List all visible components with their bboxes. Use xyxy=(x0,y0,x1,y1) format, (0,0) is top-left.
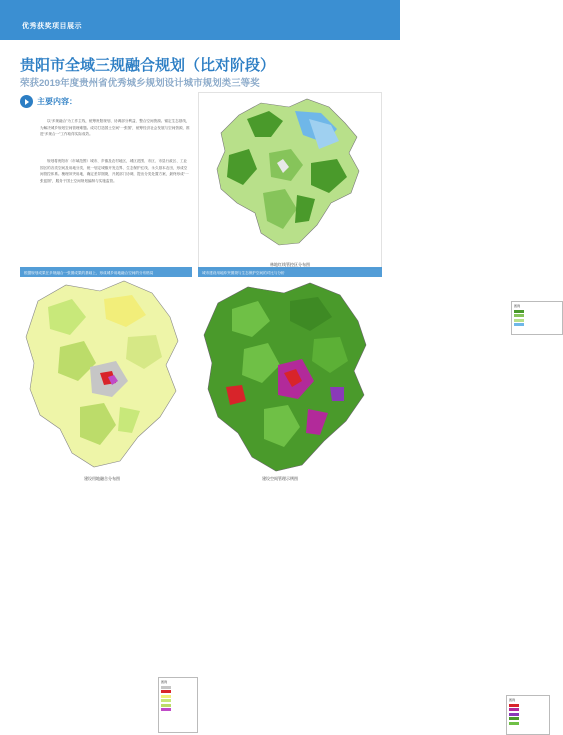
legend-swatch xyxy=(514,319,524,322)
space-management-legend xyxy=(506,695,550,735)
legend-swatch xyxy=(509,717,519,720)
space-management-caption: 建设空间管理示例图 xyxy=(262,476,298,481)
legend-swatch xyxy=(514,310,524,313)
section-heading xyxy=(20,95,77,108)
map3-banner: 城市建设用地冲突图斑与生态保护空间的对比与分析 xyxy=(198,267,382,280)
forest-map-legend xyxy=(511,301,563,335)
land-use-map xyxy=(20,277,192,684)
space-management-map xyxy=(198,277,516,702)
forest-map-caption: 林地红线管控区分布图 xyxy=(270,262,310,267)
header-label: 优秀获奖项目展示 xyxy=(22,23,82,30)
paragraph-1: 以“多规融合”为工作主线，统筹贵阳规划、协调部分利益、整合空间资源。锚定生态基线，为解决城乡规划空间管理难题。成功打造国土空间“一张图”，统筹经济社会发展与空间资源，推进“多规合一”工作取得实际成效。 xyxy=(40,119,190,137)
paragraph-2: 规划将贵阳市（市域范围）城市、乡镇及农村地区，城区范围、市区、市县行政区、工业园区的各类空间及用地分类，统一划定城镇开发边界、生态保护红线、永久基本农田，形成空间管控体系。梳理冲突用地，确定差异图斑，开展部门协调，提出分类处置方案，最终形成“一张蓝图”，服务于国土空间规划编制与实施监管。 xyxy=(40,159,189,183)
space-management-map-graphic xyxy=(198,277,382,483)
legend-swatch xyxy=(161,690,171,693)
legend-swatch xyxy=(514,314,524,317)
page-title: 贵阳市全域三规融合规划（比对阶段） xyxy=(20,57,276,74)
forest-map-graphic xyxy=(199,93,383,270)
legend-swatch xyxy=(161,704,171,707)
legend-swatch xyxy=(161,708,171,711)
arrow-circle-icon xyxy=(20,95,33,108)
header-bar xyxy=(0,0,400,40)
legend-title: 图例 xyxy=(161,680,168,684)
legend-swatch xyxy=(509,704,519,707)
legend-swatch xyxy=(161,695,171,698)
land-use-legend xyxy=(158,677,198,733)
land-use-caption: 建设用地融合分布图 xyxy=(84,476,120,481)
legend-swatch xyxy=(161,699,171,702)
section-label: 主要内容： xyxy=(37,97,77,106)
legend-title: 图例 xyxy=(509,698,516,702)
legend-swatch xyxy=(514,323,524,326)
legend-swatch xyxy=(509,713,519,716)
legend-title: 图例 xyxy=(514,304,521,308)
award-subtitle: 荣获2019年度贵州省优秀城乡规划设计城市规划类三等奖 xyxy=(20,78,260,89)
land-use-map-graphic xyxy=(20,277,192,483)
legend-swatch xyxy=(161,686,171,689)
legend-swatch xyxy=(509,722,519,725)
legend-swatch xyxy=(509,708,519,711)
map2-banner: 根据规划成果在多规融合一张图成果的基础上，形成城乡用地融合空间的分布格局 xyxy=(20,267,192,280)
